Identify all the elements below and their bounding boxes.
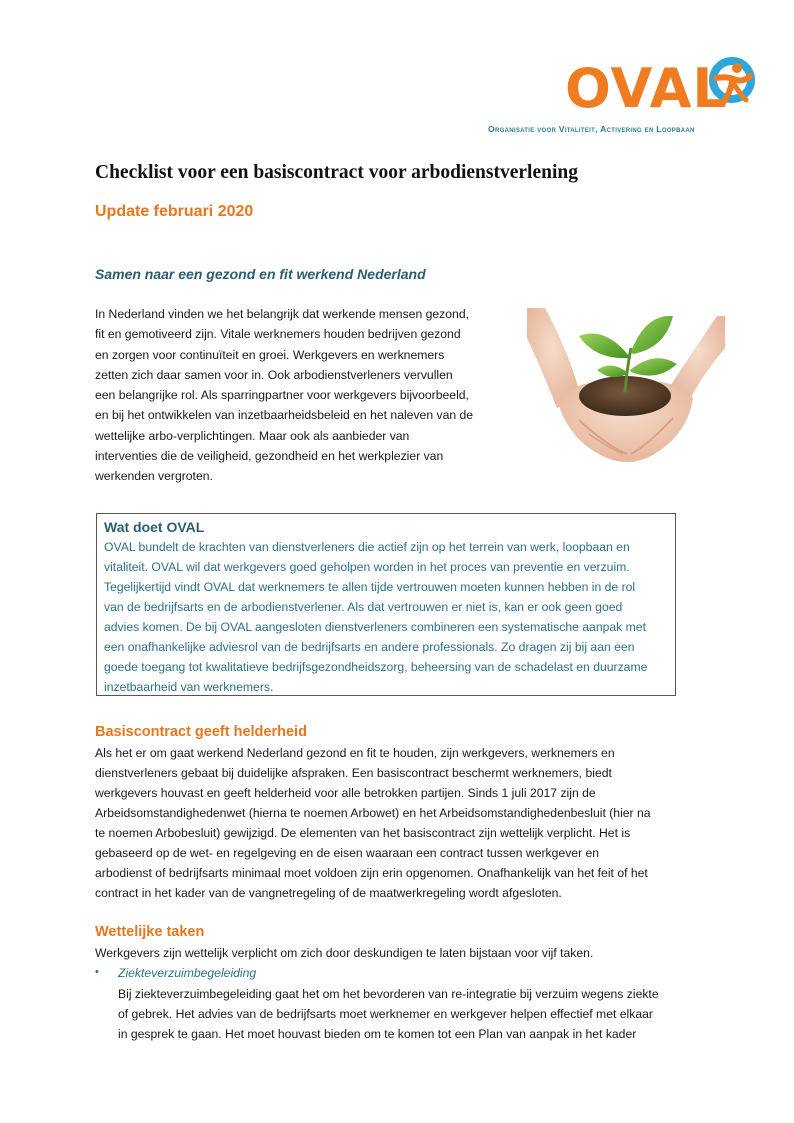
document-subtitle: Update februari 2020 bbox=[95, 203, 254, 220]
person-figure-icon bbox=[706, 56, 758, 112]
paragraph-line: Werkgevers zijn wettelijk verplicht om zich door deskundigen te laten bijstaan voor vijf taken. bbox=[95, 946, 594, 960]
intro-line: In Nederland vinden we het belangrijk dat werkende mensen gezond, bbox=[95, 307, 469, 321]
basiscontract-heading: Basiscontract geeft helderheid bbox=[95, 724, 307, 740]
box-line: advies komen. De bij OVAL aangesloten dienstverleners combineren een systematische aanpak met bbox=[104, 620, 646, 634]
box-line: van de bedrijfsarts en de arbodienstverlener. Als dat vertrouwen er niet is, kan er ook geen goed bbox=[104, 600, 623, 614]
bullet-paragraph bbox=[118, 984, 659, 1044]
intro-line: zetten zich daar samen voor in. Ook arbodienstverleners vervullen bbox=[95, 367, 453, 382]
box-line: inzetbaarheid van werknemers. bbox=[104, 680, 274, 694]
intro-line: interventies die de veiligheid, gezondheid en het werkplezier van bbox=[95, 449, 444, 464]
paragraph-line: werkgevers houvast en geeft helderheid voor alle betrokken partijen. Sinds 1 juli 2017 zijn de bbox=[95, 786, 596, 800]
logo-tagline: Organisatie voor Vitaliteit, Activering en Loopbaan bbox=[488, 124, 695, 134]
wettelijke-taken-heading: Wettelijke taken bbox=[95, 924, 205, 940]
intro-line: en bij het ontwikkelen van inzetbaarheidsbeleid en het naleven van de bbox=[95, 408, 474, 423]
intro-line: een belangrijke rol. Als sparringpartner voor werkgevers bijvoorbeeld, bbox=[95, 388, 469, 403]
box-heading: Wat doet OVAL bbox=[104, 519, 205, 535]
paragraph-line: Bij ziekteverzuimbegeleiding gaat het om het bevorderen van re-integratie bij verzuim wegens ziekte bbox=[118, 987, 659, 1001]
paragraph-line: contract in het kader van de vangnetregeling of de maatwerkregeling wordt afgesloten. bbox=[95, 886, 562, 900]
box-line: OVAL bundelt de krachten van dienstverleners die actief zijn op het terrein van werk, loopbaan en bbox=[104, 540, 630, 554]
box-line: goede toegang tot kwalitatieve bedrijfsgezondheidszorg, beheersing van de schadelast en duurzame bbox=[104, 660, 648, 674]
intro-heading: Samen naar een gezond en fit werkend Nederland bbox=[95, 266, 426, 282]
paragraph-line: arbodienst of bedrijfsarts minimaal moet voldoen zijn erin opgenomen. Onafhankelijk van het feit of het bbox=[95, 866, 648, 880]
intro-line: fit en gemotiveerd zijn. Vitale werknemers houden bedrijven gezond bbox=[95, 327, 461, 342]
paragraph-line: in gesprek te gaan. Het moet houvast bieden om te komen tot een Plan van aanpak in het kader bbox=[118, 1027, 637, 1041]
intro-line: wettelijke arbo-verplichtingen. Maar ook als aanbieder van bbox=[95, 428, 410, 443]
wettelijke-intro bbox=[95, 943, 593, 963]
paragraph-line: Als het er om gaat werkend Nederland gezond en fit te houden, zijn werkgevers, werknemers en bbox=[95, 746, 615, 760]
paragraph-line: te noemen Arbobesluit) gewijzigd. De elementen van het basiscontract zijn wettelijk verplicht. Het is bbox=[95, 826, 631, 840]
intro-line: en zorgen voor continuïteit en groei. Werkgevers en werknemers bbox=[95, 347, 445, 362]
box-line: een onafhankelijke adviesrol van de bedrijfsarts en andere professionals. Zo dragen zij bij aan een bbox=[104, 640, 635, 654]
intro-paragraph bbox=[95, 304, 495, 487]
intro-line: werkenden vergroten. bbox=[95, 469, 213, 484]
box-body bbox=[104, 537, 667, 697]
bullet-icon: • bbox=[95, 966, 99, 978]
box-line: Tegelijkertijd vindt OVAL dat werknemers te allen tijde vertrouwen moeten kunnen hebben in de rol bbox=[104, 580, 636, 594]
paragraph-line: gebaseerd op de wet- en regelgeving en de eisen waaraan een contract tussen werkgever en bbox=[95, 846, 600, 860]
box-line: vitaliteit. OVAL wil dat werkgevers goed geholpen worden in het proces van preventie en verzuim. bbox=[104, 560, 630, 574]
basiscontract-paragraph bbox=[95, 743, 651, 903]
document-title: Checklist voor een basiscontract voor arbodienstverlening bbox=[95, 162, 578, 183]
wat-doet-oval-box bbox=[96, 513, 676, 696]
bullet-title: Ziekteverzuimbegeleiding bbox=[118, 966, 257, 980]
paragraph-line: Arbeidsomstandighedenwet (hierna te noemen Arbowet) en het Arbeidsomstandighedenbesluit (hier na bbox=[95, 806, 651, 820]
paragraph-line: of gebrek. Het advies van de bedrijfsarts moet werknemer en werkgever helpen effectief met elkaar bbox=[118, 1007, 653, 1021]
hands-holding-seedling-icon bbox=[527, 308, 725, 468]
oval-logo-wordmark: OVAL bbox=[565, 57, 728, 120]
paragraph-line: dienstverleners gebaat bij duidelijke afspraken. Een basiscontract beschermt werknemers, biedt bbox=[95, 766, 612, 780]
